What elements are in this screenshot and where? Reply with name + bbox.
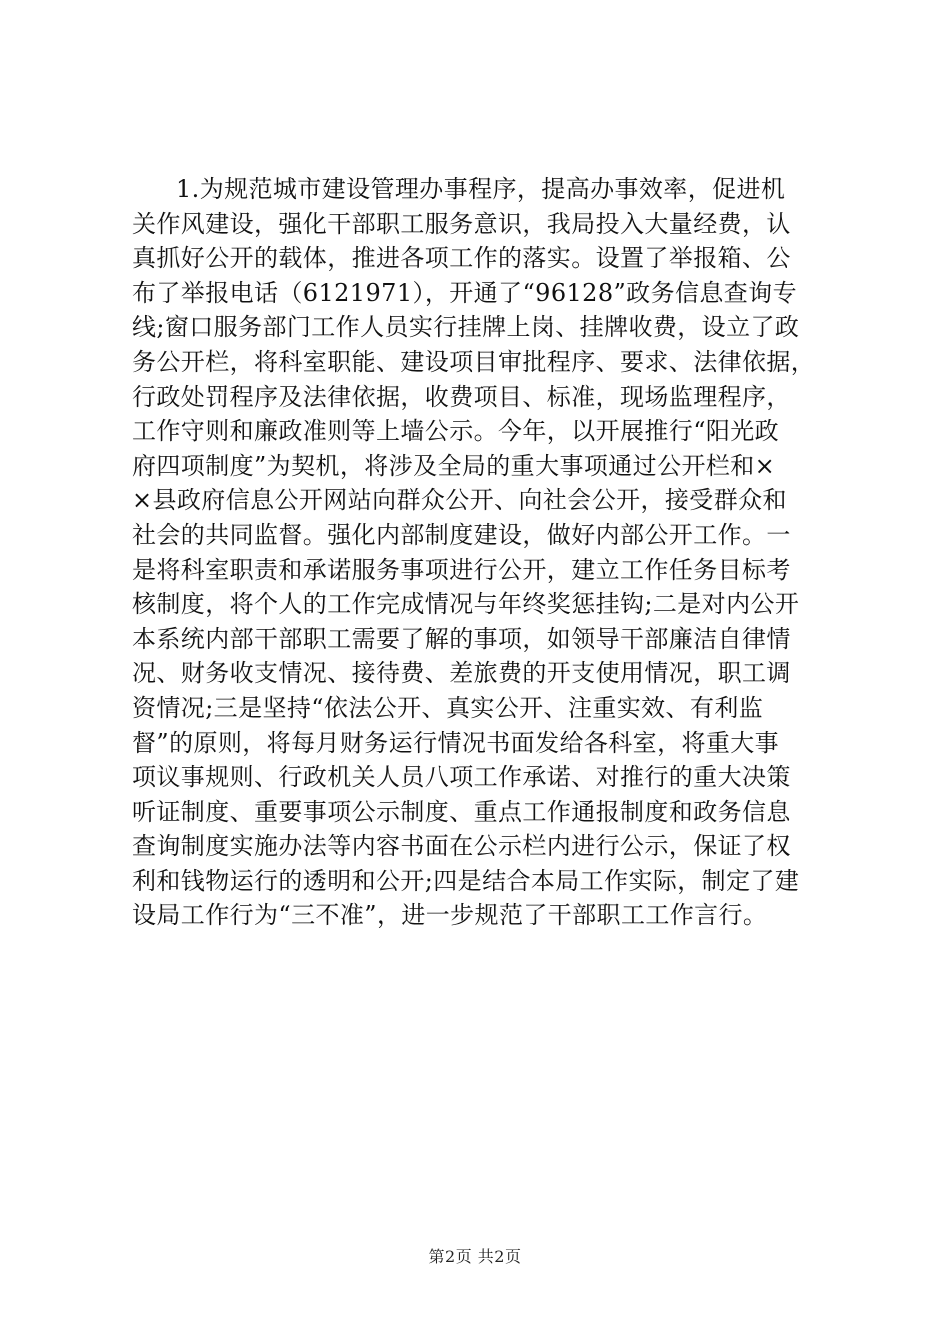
paragraph-line: 关作风建设，强化干部职工服务意识，我局投入大量经费，认 (132, 209, 791, 238)
paragraph-line: 听证制度、重要事项公示制度、重点工作通报制度和政务信息 (132, 797, 791, 826)
paragraph-line: 工作守则和廉政准则等上墙公示。今年，以开展推行“阳光政 (132, 417, 780, 446)
paragraph-line: 布了举报电话（6121971），开通了“96128”政务信息查询专 (132, 278, 797, 307)
paragraph-line: 真抓好公开的载体，推进各项工作的落实。设置了举报箱、公 (132, 244, 791, 273)
paragraph-line: ×县政府信息公开网站向群众公开、向社会公开，接受群众和 (132, 486, 787, 515)
paragraph-line: 1.为规范城市建设管理办事程序，提高办事效率，促进机 (176, 175, 786, 203)
paragraph-line: 督”的原则，将每月财务运行情况书面发给各科室，将重大事 (132, 728, 780, 757)
paragraph-line: 府四项制度”为契机，将涉及全局的重大事项通过公开栏和× (132, 451, 776, 480)
paragraph-line: 查询制度实施办法等内容书面在公示栏内进行公示，保证了权 (132, 832, 791, 861)
paragraph-line: 务公开栏，将科室职能、建设项目审批程序、要求、法律依据， (132, 347, 816, 376)
paragraph-line: 是将科室职责和承诺服务事项进行公开，建立工作任务目标考 (132, 555, 791, 584)
paragraph-line: 线;窗口服务部门工作人员实行挂牌上岗、挂牌收费，设立了政 (132, 313, 800, 342)
paragraph-line: 资情况;三是坚持“依法公开、真实公开、注重实效、有利监 (132, 693, 764, 722)
paragraph-line: 本系统内部干部职工需要了解的事项，如领导干部廉洁自律情 (132, 624, 791, 653)
page-number-footer: 第2页 共2页 (428, 1247, 522, 1266)
paragraph-line: 利和钱物运行的透明和公开;四是结合本局工作实际，制定了建 (132, 866, 800, 895)
paragraph-line: 社会的共同监督。强化内部制度建设，做好内部公开工作。一 (132, 520, 791, 549)
paragraph-line: 行政处罚程序及法律依据，收费项目、标准，现场监理程序， (132, 382, 791, 411)
paragraph-line: 项议事规则、行政机关人员八项工作承诺、对推行的重大决策 (132, 763, 791, 792)
body-paragraph (132, 172, 832, 933)
paragraph-line: 核制度，将个人的工作完成情况与年终奖惩挂钩;二是对内公开 (132, 590, 800, 619)
paragraph-line: 况、财务收支情况、接待费、差旅费的开支使用情况，职工调 (132, 659, 791, 688)
paragraph-line: 设局工作行为“三不准”，进一步规范了干部职工工作言行。 (132, 901, 768, 930)
